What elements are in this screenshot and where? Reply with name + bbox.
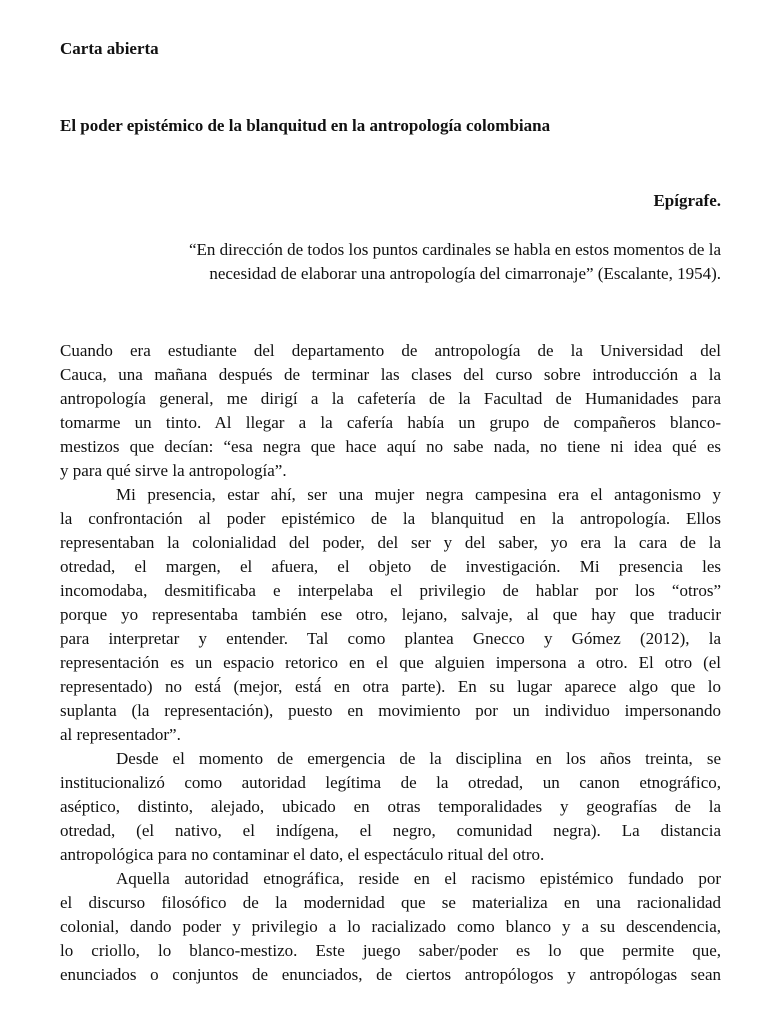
paragraph-line: la confrontación al poder epistémico de la blanquitud en la antropología. Ellos [60, 509, 721, 528]
paragraph-line: antropología general, me dirigí a la cafetería de la Facultad de Humanidades para [60, 389, 721, 408]
body-paragraph [60, 483, 721, 747]
paragraph-line: Mi presencia, estar ahí, ser una mujer negra campesina era el antagonismo y [116, 485, 721, 504]
paragraph-line: Aquella autoridad etnográfica, reside en el racismo epistémico fundado por [116, 869, 721, 888]
paragraph-line: tomarme un tinto. Al llegar a la cafería había un grupo de compañeros blanco- [60, 413, 721, 432]
epigraph-line: necesidad de elaborar una antropología del cimarronaje” (Escalante, 1954). [209, 264, 721, 283]
paragraph-line: antropológica para no contaminar el dato, el espectáculo ritual del otro. [60, 845, 545, 864]
paragraph-line: porque yo representaba también ese otro, lejano, salvaje, al que hay que traducir [60, 605, 721, 624]
paragraph-line: representación es un espacio retorico en el que alguien impersona a otro. El otro (el [60, 653, 721, 672]
paragraph-line: representaban la colonialidad del poder, del ser y del saber, yo era la cara de la [60, 533, 721, 552]
paragraph-line: al representador”. [60, 725, 181, 744]
body-paragraph [60, 747, 721, 867]
document-title: El poder epistémico de la blanquitud en la antropología colombiana [60, 116, 551, 135]
epigraph-heading: Epígrafe. [653, 191, 721, 210]
paragraph-line: para interpretar y entender. Tal como plantea Gnecco y Gómez (2012), la [60, 629, 721, 648]
paragraph-line: incomodaba, desmitificaba e interpelaba el privilegio de hablar por los “otros” [60, 581, 721, 600]
paragraph-line: lo criollo, lo blanco-mestizo. Este juego saber/poder es lo que permite que, [60, 941, 721, 960]
paragraph-line: institucionalizó como autoridad legítima de la otredad, un canon etnográfico, [60, 773, 721, 792]
paragraph-line: enunciados o conjuntos de enunciados, de ciertos antropólogos y antropólogas sean [60, 965, 721, 984]
document-type-label: Carta abierta [60, 39, 159, 58]
paragraph-line: suplanta (la representación), puesto en movimiento por un individuo impersonando [60, 701, 721, 720]
letter-body [60, 339, 721, 987]
body-paragraph [60, 339, 721, 483]
paragraph-line: Cauca, una mañana después de terminar las clases del curso sobre introducción a la [60, 365, 721, 384]
paragraph-line: Desde el momento de emergencia de la disciplina en los años treinta, se [116, 749, 721, 768]
paragraph-line: Cuando era estudiante del departamento de antropología de la Universidad del [60, 341, 721, 360]
body-paragraph [60, 867, 721, 987]
paragraph-line: aséptico, distinto, alejado, ubicado en otras temporalidades y geografías de la [60, 797, 721, 816]
epigraph-quote [98, 238, 721, 286]
paragraph-line: otredad, el margen, el afuera, el objeto de investigación. Mi presencia les [60, 557, 721, 576]
paragraph-line: otredad, (el nativo, el indígena, el negro, comunidad negra). La distancia [60, 821, 721, 840]
paragraph-line: mestizos que decían: “esa negra que hace aquí no sabe nada, no tiene ni idea qué es [60, 437, 721, 456]
paragraph-line: y para qué sirve la antropología”. [60, 461, 287, 480]
paragraph-line: colonial, dando poder y privilegio a lo racializado como blanco y a su descendencia, [60, 917, 721, 936]
epigraph-line: “En dirección de todos los puntos cardinales se habla en estos momentos de la [188, 240, 721, 259]
paragraph-line: el discurso filosófico de la modernidad que se materializa en una racionalidad [60, 893, 721, 912]
paragraph-line: representado) no está́ (mejor, está́ en otra parte). En su lugar aparece algo que lo [60, 677, 721, 696]
